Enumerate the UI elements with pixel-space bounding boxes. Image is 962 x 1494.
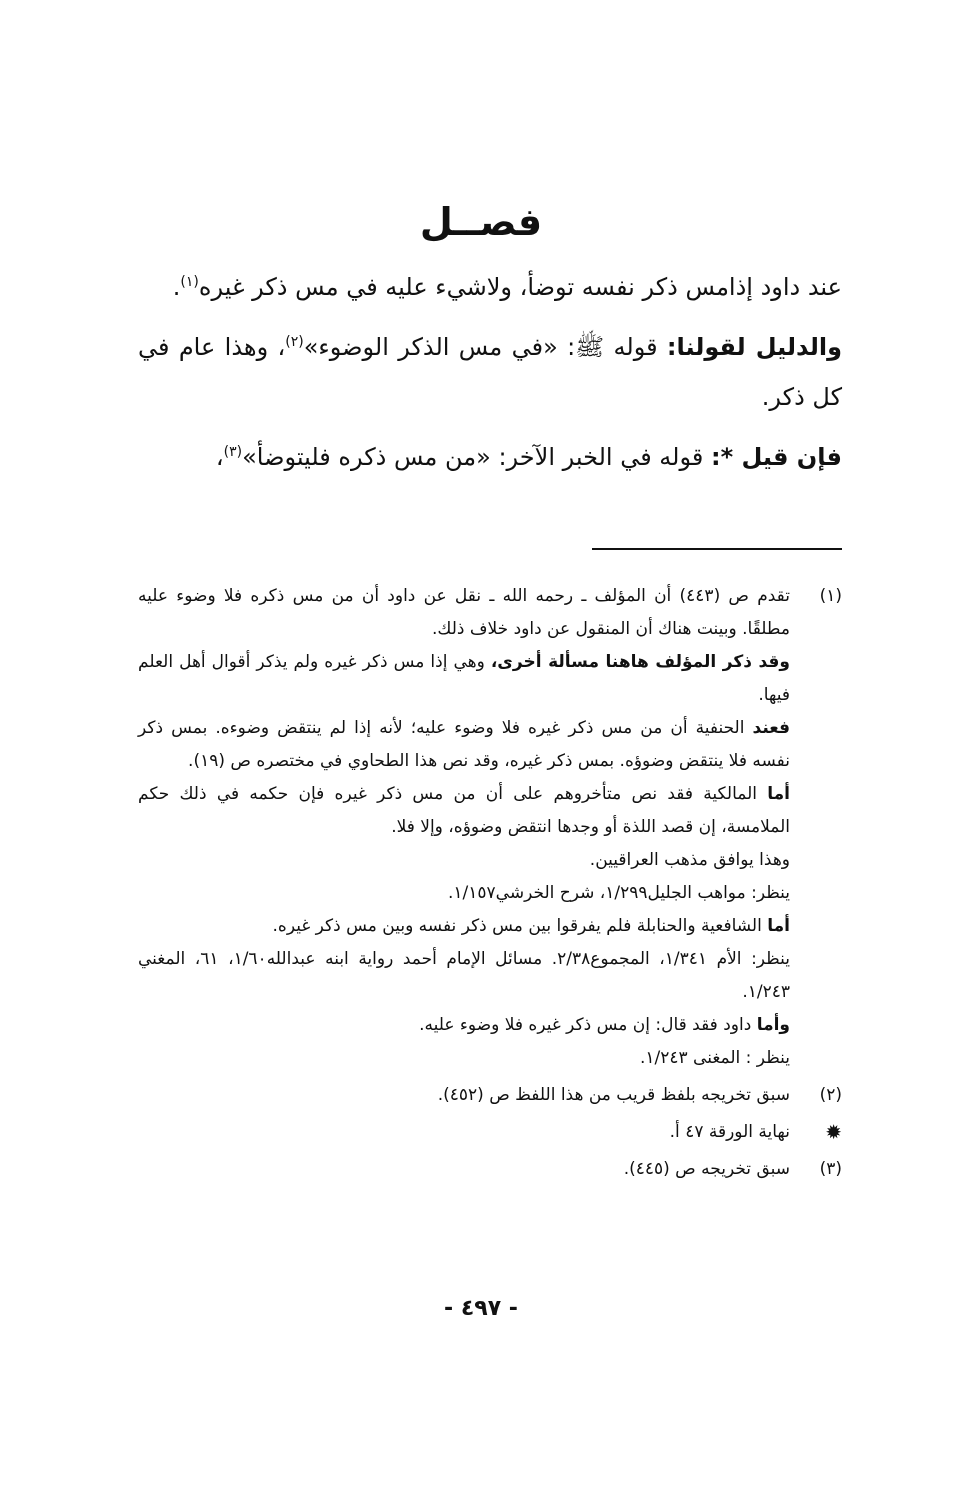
footnote-divider <box>592 548 842 550</box>
section-title: فصــل <box>419 200 543 244</box>
footnote-2-number: (٢) <box>819 1085 842 1105</box>
footnote-1-line <box>138 712 790 778</box>
footnote-star <box>138 1116 842 1149</box>
footnote-1 <box>138 580 842 1075</box>
paragraph-1 <box>138 262 842 312</box>
footnote-1-line: تقدم ص (٤٤٣) أن المؤلف ـ رحمه الله ـ نقل عن داود أن من مس ذكره فلا وضوء عليه مطلقًا. وبينت هناك أن المنقول عن داود خلاف ذلك. <box>138 586 790 639</box>
paragraph-3-lead: فإن قيل *: <box>710 443 842 471</box>
footnote-1-text: داود فقد قال: إن مس ذكر غيره فلا وضوء عليه. <box>419 1015 757 1035</box>
footnote-1-bold: وأما <box>756 1015 790 1035</box>
footnote-ref-2: (٢) <box>285 334 304 350</box>
footnote-3-number: (٣) <box>819 1159 842 1179</box>
footnote-2 <box>138 1079 842 1112</box>
footnote-ref-1: (١) <box>180 274 199 290</box>
footnote-1-text: الحنفية أن من مس ذكر غيره فلا وضوء عليه؛ لأنه إذا لم ينتقض وضوءه. بمس ذكر نفسه فلا ينتقض وضوؤه. بمس ذكر غيره، وقد نص هذا الطحاوي في مختصره ص (١٩). <box>138 718 790 771</box>
footnote-1-bold: وقد ذكر المؤلف هاهنا مسألة أخرى، <box>490 652 790 672</box>
footnote-1-text: وهي إذا مس ذكر غيره ولم يذكر أقوال أهل العلم فيها. <box>138 652 790 705</box>
paragraph-1-text: عند داود إذامس ذكر نفسه توضأ، ولاشيء عليه في مس ذكر غيره <box>198 273 842 301</box>
paragraph-2-lead: والدليل لقولنا: <box>666 333 842 361</box>
footnote-1-line <box>138 778 790 844</box>
footnote-star-text: نهاية الورقة ٤٧ أ. <box>669 1122 790 1142</box>
footnote-1-line <box>138 1009 790 1042</box>
footnote-1-bold: أما <box>767 916 790 936</box>
paragraph-3-text-a: قوله في الخبر الآخر: «من مس ذكره فليتوضأ» <box>242 443 711 471</box>
paragraph-2-text-a: قوله ﷺ: «في مس الذكر الوضوء» <box>303 333 667 361</box>
footnote-1-line: ينظر : المغنى ١/٢٤٣. <box>639 1048 790 1068</box>
footnote-1-line: ينظر: الأم ١/٣٤١، المجموع٢/٣٨. مسائل الإمام أحمد رواية ابنه عبدالله١/٦٠، ٦١، المغني ١/٢٤٣. <box>138 949 790 1002</box>
footnote-1-line <box>138 910 790 943</box>
footnote-1-bold: فعند <box>752 718 790 738</box>
footnote-ref-3: (٣) <box>223 444 243 460</box>
footnote-1-body <box>138 580 790 1075</box>
paragraph-3-text-b: ، <box>215 443 224 471</box>
paragraph-3 <box>138 432 842 482</box>
paragraph-2 <box>138 322 842 422</box>
footnote-1-line: ينظر: مواهب الجليل١/٢٩٩، شرح الخرشي١/١٥٧. <box>448 883 790 903</box>
page-number: - ٤٩٧ - <box>444 1296 518 1321</box>
footnote-1-line: وهذا يوافق مذهب العراقيين. <box>589 850 790 870</box>
footnote-2-text: سبق تخريجه بلفظ قريب من هذا اللفظ ص (٤٥٢). <box>437 1085 790 1105</box>
asterisk-icon: ✹ <box>825 1120 842 1144</box>
paragraph-2-text-b: ، وهذا عام في كل ذكر. <box>138 333 842 411</box>
footnotes <box>138 580 842 1190</box>
footnote-1-line <box>138 646 790 712</box>
footnote-1-number: (١) <box>819 586 842 606</box>
paragraph-1-end: . <box>172 273 181 301</box>
footnote-3-text: سبق تخريجه ص (٤٤٥). <box>623 1159 790 1179</box>
footnote-3 <box>138 1153 842 1186</box>
main-text <box>138 262 842 492</box>
footnote-1-bold: أما <box>767 784 790 804</box>
footnote-1-text: الشافعية والحنابلة فلم يفرقوا بين مس ذكر نفسه وبين مس ذكر غيره. <box>272 916 768 936</box>
footnote-1-text: المالكية فقد نص متأخروهم على أن من مس ذكر غيره فإن حكمه في ذلك حكم الملامسة، إن قصد اللذة أو وجدها انتقض وضوؤه، وإلا فلا. <box>138 784 790 837</box>
